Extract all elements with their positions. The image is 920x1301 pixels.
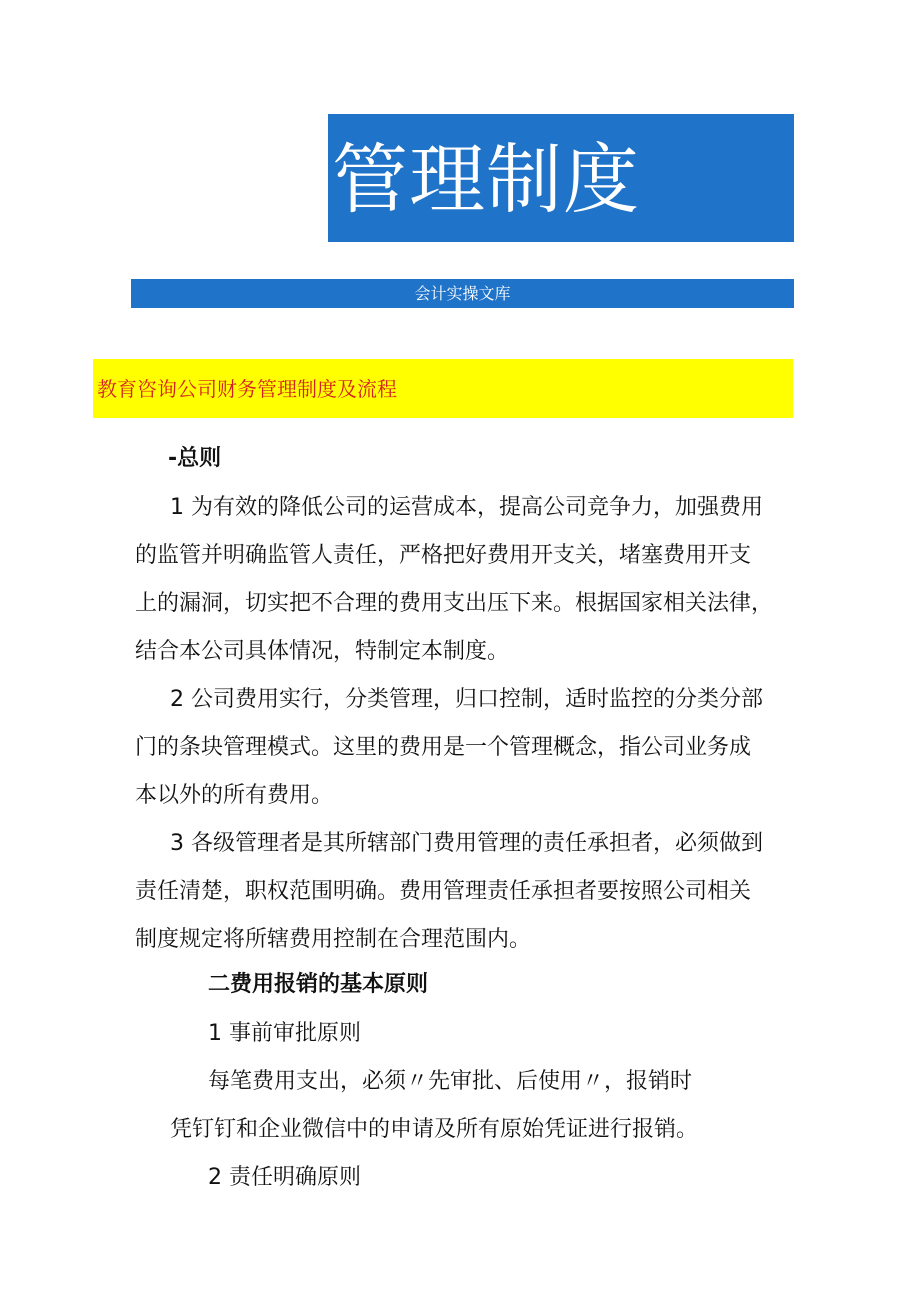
- paragraph-line: 制度规定将所辖费用控制在合理范围内。: [135, 927, 532, 952]
- document-title: 教育咨询公司财务管理制度及流程: [97, 377, 397, 401]
- principle-title: 1 事前审批原则: [208, 1021, 361, 1046]
- paragraph-line: 的监管并明确监管人责任，严格把好费用开支关，堵塞费用开支: [135, 543, 752, 568]
- paragraph-line: 2 公司费用实行，分类管理，归口控制，适时监控的分类分部: [170, 687, 763, 712]
- paragraph-line: 结合本公司具体情况，特制定本制度。: [135, 639, 510, 664]
- section-heading-general: -总则: [168, 446, 222, 471]
- subtitle-banner: [131, 279, 794, 308]
- section-heading-principles: 二费用报销的基本原则: [208, 972, 429, 997]
- paragraph-line: 责任清楚，职权范围明确。费用管理责任承担者要按照公司相关: [135, 879, 752, 904]
- title-banner: [328, 114, 794, 242]
- subtitle: 会计实操文库: [414, 284, 511, 303]
- paragraph-line: 本以外的所有费用。: [135, 783, 334, 808]
- paragraph-line: 上的漏洞，切实把不合理的费用支出压下来。根据国家相关法律，: [135, 591, 774, 616]
- page-title: 管理制度: [332, 135, 640, 224]
- paragraph-line: 凭钉钉和企业微信中的申请及所有原始凭证进行报销。: [170, 1117, 699, 1142]
- paragraph-line: 3 各级管理者是其所辖部门费用管理的责任承担者，必须做到: [170, 831, 763, 856]
- principle-title: 2 责任明确原则: [208, 1165, 361, 1190]
- paragraph-line: 门的条块管理模式。这里的费用是一个管理概念，指公司业务成: [135, 735, 752, 760]
- paragraph-line: 1 为有效的降低公司的运营成本，提高公司竞争力，加强费用: [170, 495, 763, 520]
- document-title-bar: [93, 359, 793, 418]
- paragraph-line: 每笔费用支出，必须〃先审批、后使用〃，报销时: [208, 1069, 693, 1094]
